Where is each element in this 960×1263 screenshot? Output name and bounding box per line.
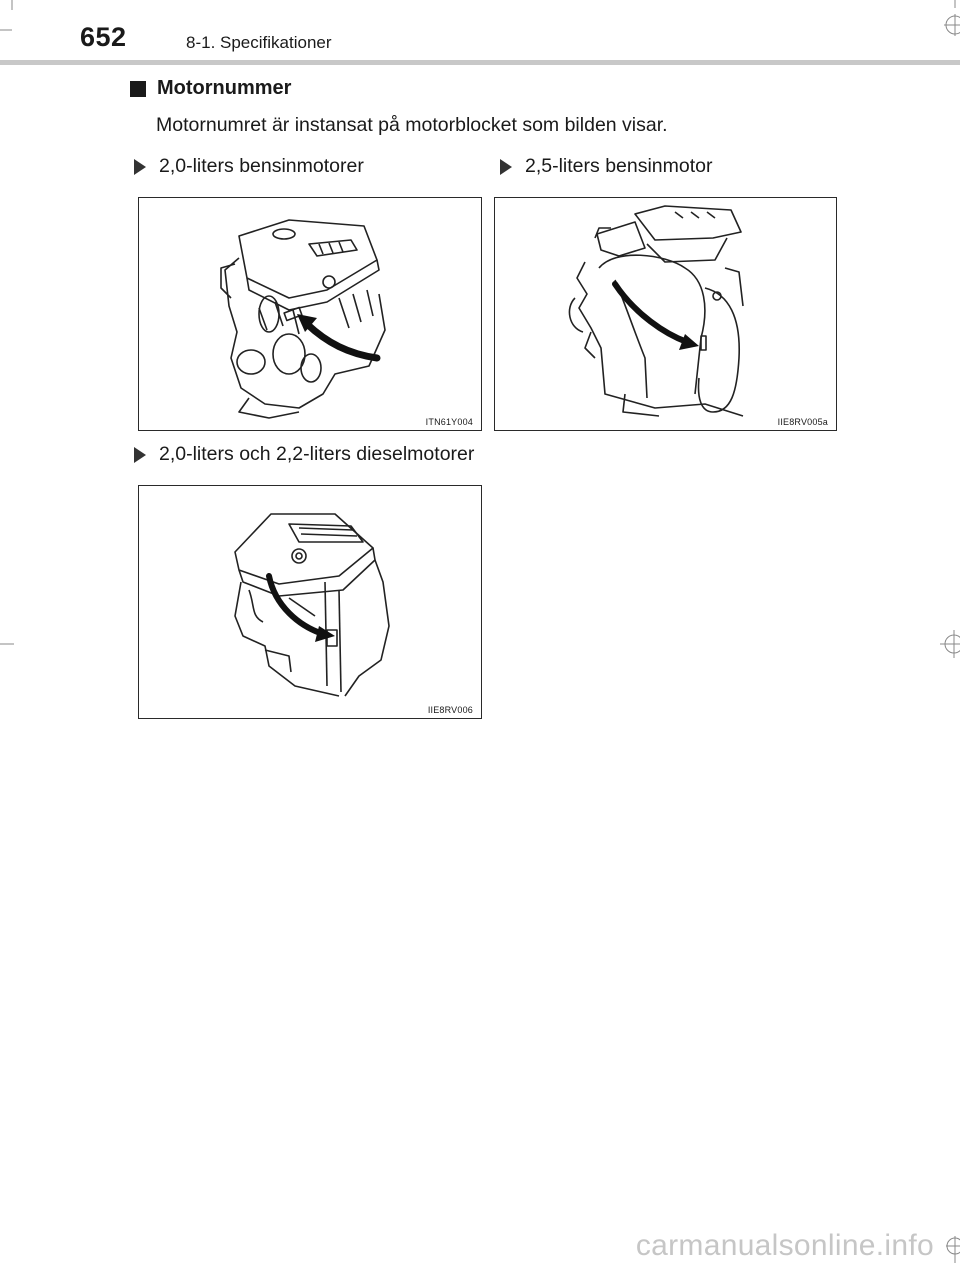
intro-text: Motornumret är instansat på motorblocket som bilden visar. <box>156 114 668 136</box>
crop-mark-right-middle <box>932 622 960 666</box>
caption-diesel: 2,0-liters och 2,2-liters dieselmotorer <box>134 443 474 466</box>
page-number: 652 <box>80 22 127 52</box>
footer-watermark[interactable]: carmanualsonline.info <box>635 1229 934 1262</box>
figure-diesel <box>138 485 482 719</box>
header-rule <box>0 60 960 65</box>
triangle-bullet-icon <box>134 159 146 175</box>
figure-code: IIE8RV005a <box>777 417 828 427</box>
figure-code: ITN61Y004 <box>425 417 473 427</box>
figure-code: IIE8RV006 <box>427 705 473 715</box>
caption-petrol-2-0: 2,0-liters bensinmotorer <box>134 155 364 178</box>
triangle-bullet-icon <box>134 447 146 463</box>
caption-petrol-2-5: 2,5-liters bensinmotor <box>500 155 713 178</box>
engine-illustration <box>139 198 483 432</box>
figure-petrol-2-0 <box>138 197 482 431</box>
crop-mark-top-right <box>930 0 960 50</box>
figure-petrol-2-5 <box>494 197 837 431</box>
crop-mark-top-left <box>0 0 20 50</box>
heading-text: Motornummer <box>157 77 292 99</box>
section-title: 8-1. Specifikationer <box>186 33 332 52</box>
bullet-square-icon <box>130 81 146 97</box>
engine-illustration <box>139 486 483 720</box>
crop-mark-bottom-right <box>930 1228 960 1263</box>
triangle-bullet-icon <box>500 159 512 175</box>
engine-illustration <box>495 198 838 432</box>
crop-mark-left-middle <box>0 636 20 656</box>
section-heading <box>130 77 291 100</box>
